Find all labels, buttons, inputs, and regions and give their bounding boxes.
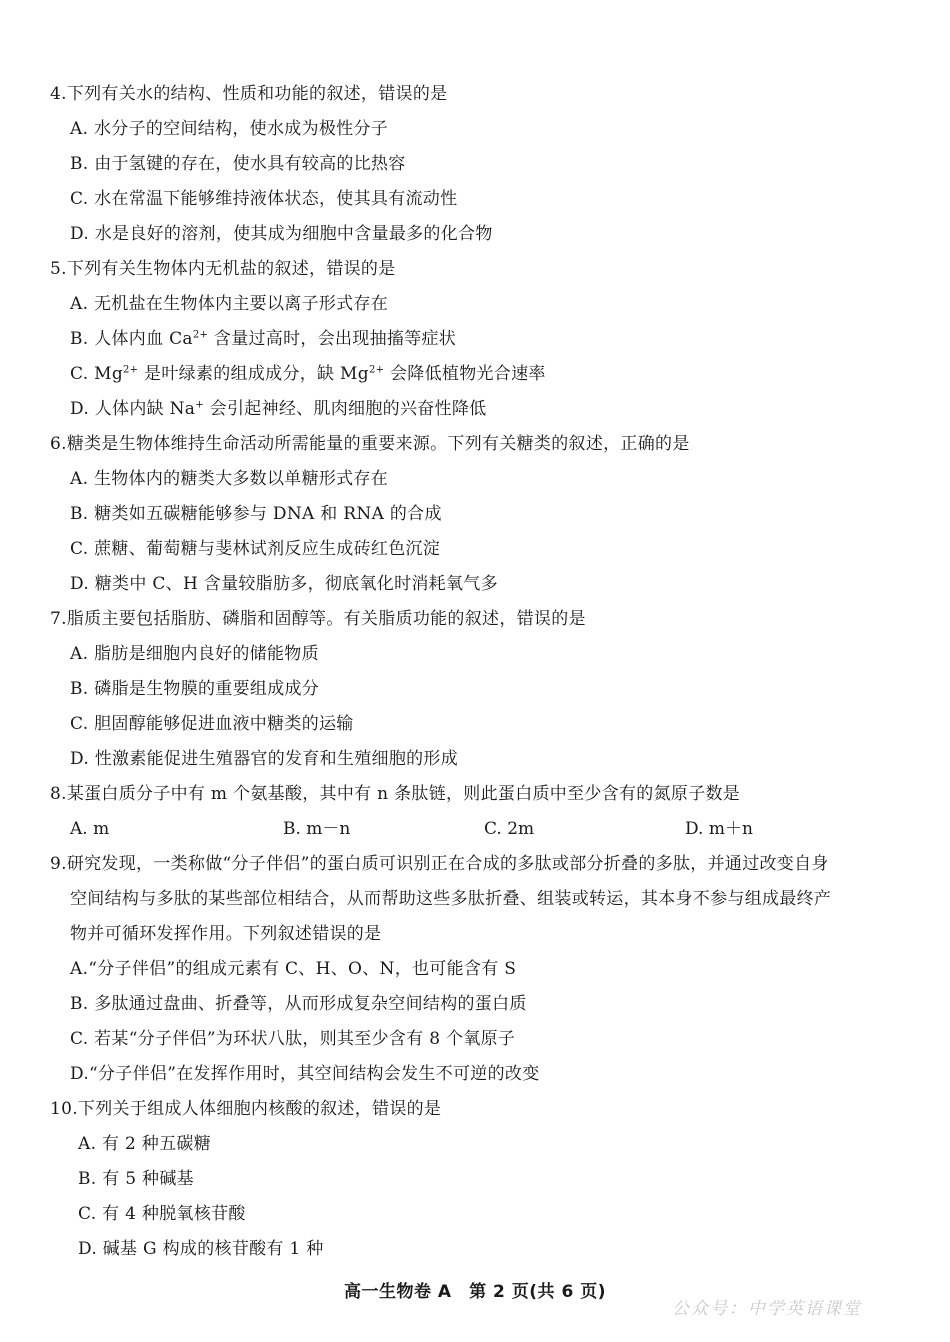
- superscript: +: [195, 399, 204, 411]
- question-9-option-b: B. 多肽通过盘曲、折叠等，从而形成复杂空间结构的蛋白质: [70, 994, 527, 1014]
- question-7-stem: 7.脂质主要包括脂肪、磷脂和固醇等。有关脂质功能的叙述，错误的是: [50, 609, 586, 629]
- watermark: 公众号：中学英语课堂: [672, 1299, 862, 1319]
- question-7-option-d: D. 性激素能促进生殖器官的发育和生殖细胞的形成: [70, 749, 459, 769]
- question-10-option-a: A. 有 2 种五碳糖: [78, 1134, 212, 1154]
- question-9-option-d: D.“分子伴侣”在发挥作用时，其空间结构会发生不可逆的改变: [70, 1064, 540, 1084]
- question-5-option-d: [70, 398, 486, 420]
- question-9-option-c: C. 若某“分子伴侣”为环状八肽，则其至少含有 8 个氧原子: [70, 1029, 516, 1049]
- question-6-option-d: D. 糖类中 C、H 含量较脂肪多，彻底氧化时消耗氧气多: [70, 574, 498, 594]
- superscript: 2+: [368, 364, 385, 376]
- question-4-option-b: B. 由于氢键的存在，使水具有较高的比热容: [70, 154, 406, 174]
- question-6-option-c: C. 蔗糖、葡萄糖与斐林试剂反应生成砖红色沉淀: [70, 539, 441, 559]
- question-10-option-b: B. 有 5 种碱基: [78, 1169, 194, 1189]
- question-7-option-b: B. 磷脂是生物膜的重要组成成分: [70, 679, 320, 699]
- question-5-option-c: [70, 363, 546, 385]
- question-7-option-a: A. 脂肪是细胞内良好的储能物质: [70, 644, 319, 664]
- question-4-option-a: A. 水分子的空间结构，使水成为极性分子: [70, 119, 389, 139]
- option-text: 会降低植物光合速率: [384, 364, 546, 384]
- question-7-option-c: C. 胆固醇能够促进血液中糖类的运输: [70, 714, 354, 734]
- option-text: 含量过高时，会出现抽搐等症状: [208, 329, 457, 349]
- question-10-stem: 10.下列关于组成人体细胞内核酸的叙述，错误的是: [50, 1099, 442, 1119]
- option-text: C. Mg: [70, 364, 123, 384]
- question-9-stem-line-1: 9.研究发现，一类称做“分子伴侣”的蛋白质可识别正在合成的多肽或部分折叠的多肽，并通过改变自身: [50, 854, 829, 874]
- question-5-option-b: [70, 328, 456, 350]
- option-text: 会引起神经、肌肉细胞的兴奋性降低: [203, 399, 487, 419]
- page-footer: 高一生物卷 A 第 2 页(共 6 页): [344, 1282, 606, 1302]
- question-8-option-b: B. m－n: [283, 819, 351, 839]
- option-text: D. 人体内缺 Na: [70, 399, 196, 419]
- question-4-stem: 4.下列有关水的结构、性质和功能的叙述，错误的是: [50, 84, 448, 104]
- question-9-stem-line-2: 空间结构与多肽的某些部位相结合，从而帮助这些多肽折叠、组装或转运，其本身不参与组成最终产: [70, 889, 832, 909]
- question-4-option-d: D. 水是良好的溶剂，使其成为细胞中含量最多的化合物: [70, 224, 493, 244]
- question-4-option-c: C. 水在常温下能够维持液体状态，使其具有流动性: [70, 189, 458, 209]
- question-8-option-d: D. m＋n: [685, 819, 753, 839]
- question-8-option-c: C. 2m: [484, 819, 535, 839]
- question-6-option-a: A. 生物体内的糖类大多数以单糖形式存在: [70, 469, 389, 489]
- option-text: B. 人体内血 Ca: [70, 329, 193, 349]
- question-9-stem-line-3: 物并可循环发挥作用。下列叙述错误的是: [70, 924, 382, 944]
- question-10-option-c: C. 有 4 种脱氧核苷酸: [78, 1204, 246, 1224]
- question-5-option-a: A. 无机盐在生物体内主要以离子形式存在: [70, 294, 389, 314]
- question-9-option-a: A.“分子伴侣”的组成元素有 C、H、O、N，也可能含有 S: [70, 959, 517, 979]
- superscript: 2+: [123, 364, 139, 376]
- question-10-option-d: D. 碱基 G 构成的核苷酸有 1 种: [78, 1239, 324, 1259]
- question-8-stem: 8.某蛋白质分子中有 m 个氨基酸，其中有 n 条肽链，则此蛋白质中至少含有的氮原子数是: [50, 784, 741, 804]
- question-8-option-a: A. m: [70, 819, 110, 839]
- question-6-stem: 6.糖类是生物体维持生命活动所需能量的重要来源。下列有关糖类的叙述，正确的是: [50, 434, 690, 454]
- superscript: 2+: [192, 329, 209, 341]
- option-text: 是叶绿素的组成成分，缺 Mg: [138, 364, 369, 384]
- question-6-option-b: B. 糖类如五碳糖能够参与 DNA 和 RNA 的合成: [70, 504, 442, 524]
- question-5-stem: 5.下列有关生物体内无机盐的叙述，错误的是: [50, 259, 396, 279]
